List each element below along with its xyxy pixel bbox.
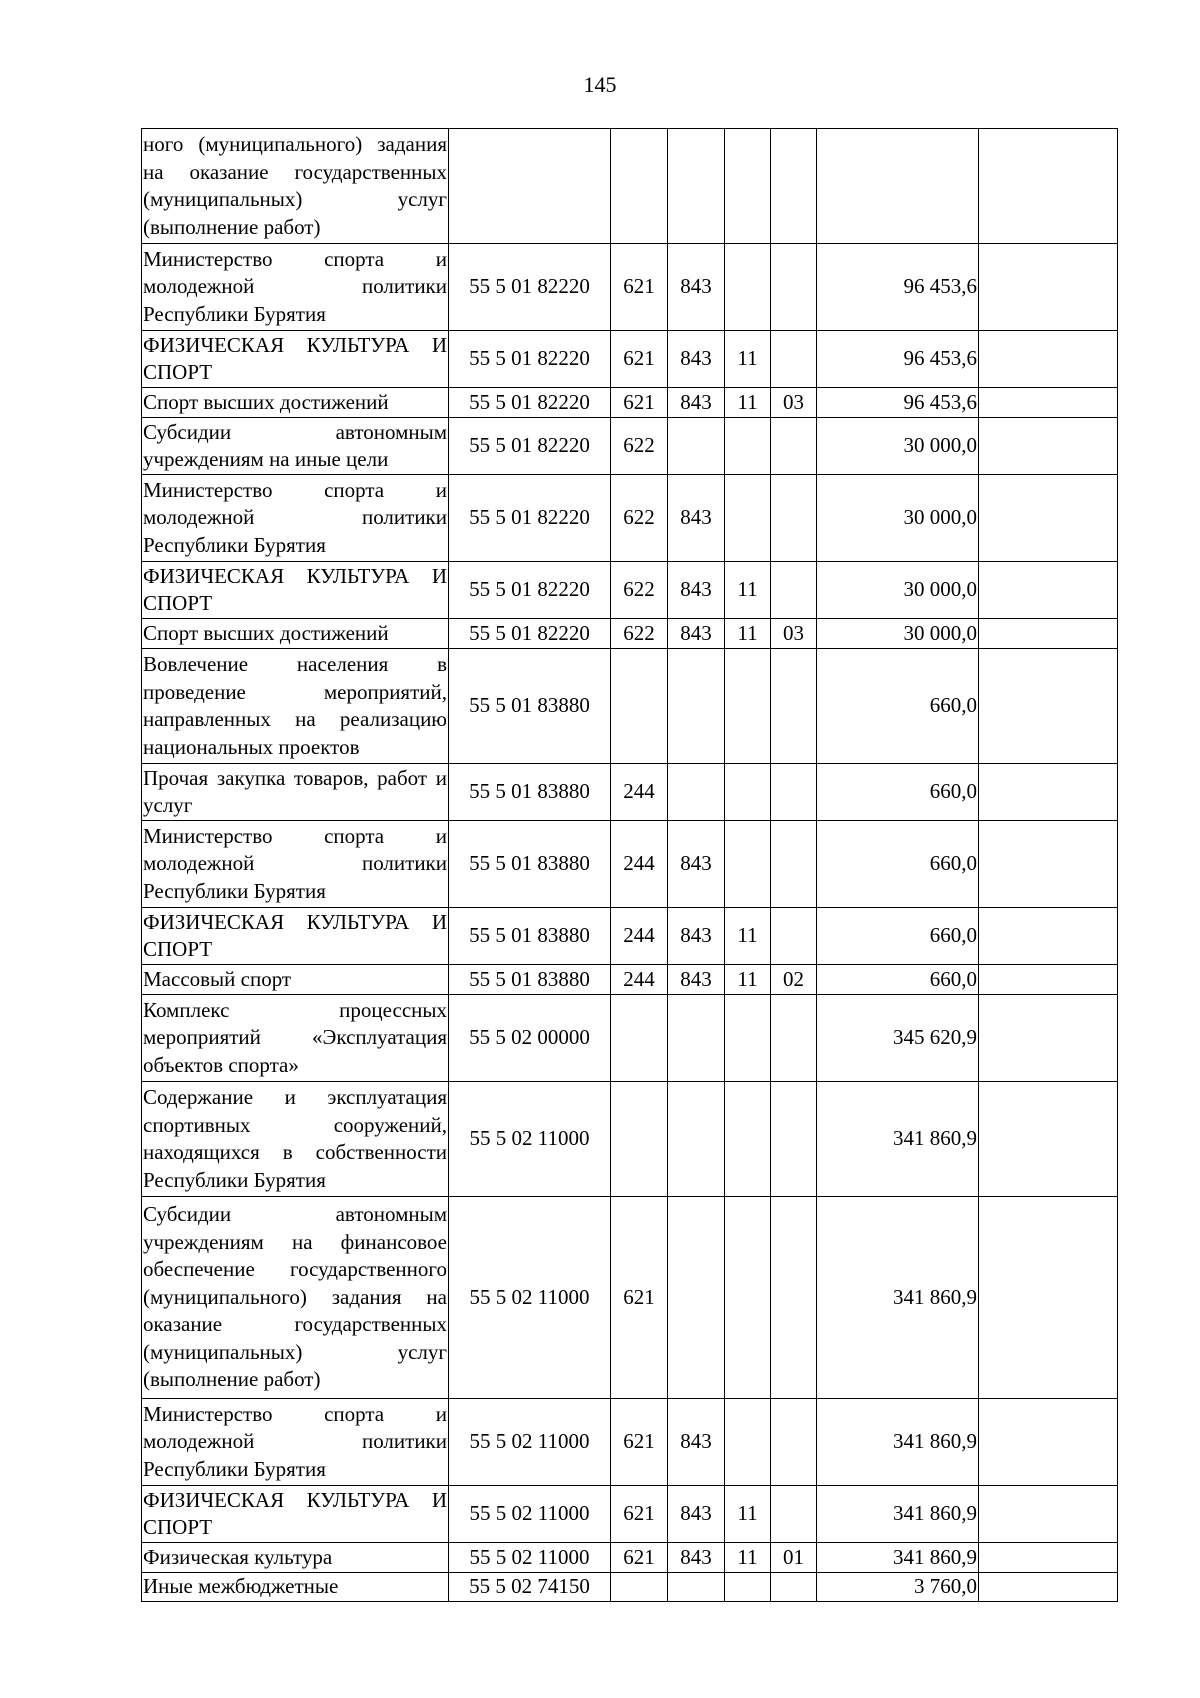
row-ministry-code-cell: 843 [668, 331, 725, 388]
row-ministry-code-cell: 843 [668, 1399, 725, 1486]
row-subsection-cell [771, 764, 817, 821]
row-section-cell: 11 [725, 562, 771, 619]
row-empty-cell [979, 1573, 1118, 1602]
row-ministry-code-cell [668, 1082, 725, 1197]
table-row [142, 619, 1118, 649]
row-expense-type-cell [611, 129, 668, 244]
table-row [142, 1573, 1118, 1602]
row-empty-cell [979, 1486, 1118, 1543]
row-name-cell: Министерство спорта и молодежной политики Республики Бурятия [142, 475, 449, 562]
row-target-code-cell: 55 5 01 82220 [449, 331, 611, 388]
row-name-cell: ФИЗИЧЕСКАЯ КУЛЬТУРА И СПОРТ [142, 908, 449, 965]
row-ministry-code-cell [668, 1573, 725, 1602]
page-number: 145 [583, 72, 617, 97]
row-empty-cell [979, 764, 1118, 821]
row-target-code-cell: 55 5 02 00000 [449, 995, 611, 1082]
row-expense-type-cell: 621 [611, 244, 668, 331]
row-section-cell: 11 [725, 965, 771, 995]
row-name-cell: Министерство спорта и молодежной политики Республики Бурятия [142, 244, 449, 331]
row-subsection-cell: 03 [771, 388, 817, 418]
budget-table [141, 128, 1118, 1602]
row-target-code-cell: 55 5 01 83880 [449, 649, 611, 764]
row-expense-type-cell [611, 1082, 668, 1197]
row-ministry-code-cell: 843 [668, 244, 725, 331]
row-target-code-cell: 55 5 01 82220 [449, 418, 611, 475]
row-ministry-code-cell: 843 [668, 619, 725, 649]
row-ministry-code-cell: 843 [668, 821, 725, 908]
row-ministry-code-cell [668, 418, 725, 475]
row-section-cell [725, 129, 771, 244]
row-name-cell: ФИЗИЧЕСКАЯ КУЛЬТУРА И СПОРТ [142, 1486, 449, 1543]
row-expense-type-cell: 622 [611, 418, 668, 475]
table-row [142, 475, 1118, 562]
row-amount-cell: 30 000,0 [817, 475, 979, 562]
row-target-code-cell: 55 5 01 83880 [449, 908, 611, 965]
row-expense-type-cell: 244 [611, 908, 668, 965]
row-name-cell: Спорт высших достижений [142, 619, 449, 649]
row-amount-cell: 30 000,0 [817, 562, 979, 619]
row-section-cell [725, 1082, 771, 1197]
row-ministry-code-cell [668, 764, 725, 821]
row-name-cell: Министерство спорта и молодежной политики Республики Бурятия [142, 821, 449, 908]
row-expense-type-cell [611, 649, 668, 764]
row-name-cell: Иные межбюджетные [142, 1573, 449, 1602]
row-amount-cell [817, 129, 979, 244]
row-subsection-cell [771, 1082, 817, 1197]
row-subsection-cell [771, 129, 817, 244]
row-empty-cell [979, 1082, 1118, 1197]
row-section-cell [725, 1573, 771, 1602]
row-name-cell: Массовый спорт [142, 965, 449, 995]
row-ministry-code-cell: 843 [668, 1543, 725, 1573]
row-empty-cell [979, 619, 1118, 649]
row-expense-type-cell: 621 [611, 1543, 668, 1573]
row-subsection-cell [771, 908, 817, 965]
row-amount-cell: 96 453,6 [817, 388, 979, 418]
row-empty-cell [979, 1399, 1118, 1486]
table-row [142, 1082, 1118, 1197]
row-section-cell [725, 418, 771, 475]
row-expense-type-cell: 622 [611, 619, 668, 649]
row-subsection-cell: 03 [771, 619, 817, 649]
row-section-cell: 11 [725, 388, 771, 418]
row-ministry-code-cell: 843 [668, 908, 725, 965]
row-amount-cell: 660,0 [817, 908, 979, 965]
row-subsection-cell [771, 1197, 817, 1399]
row-amount-cell: 660,0 [817, 965, 979, 995]
row-name-cell: Физическая культура [142, 1543, 449, 1573]
table-row [142, 965, 1118, 995]
row-target-code-cell: 55 5 01 82220 [449, 562, 611, 619]
table-row [142, 995, 1118, 1082]
row-section-cell [725, 821, 771, 908]
row-ministry-code-cell: 843 [668, 388, 725, 418]
row-name-cell: Содержание и эксплуатация спортивных сооружений, находящихся в собственности Республики Бурятия [142, 1082, 449, 1197]
row-amount-cell: 660,0 [817, 649, 979, 764]
row-amount-cell: 345 620,9 [817, 995, 979, 1082]
row-target-code-cell: 55 5 01 83880 [449, 764, 611, 821]
row-empty-cell [979, 908, 1118, 965]
row-amount-cell: 660,0 [817, 821, 979, 908]
row-subsection-cell [771, 562, 817, 619]
row-section-cell [725, 995, 771, 1082]
row-subsection-cell [771, 244, 817, 331]
table-row [142, 649, 1118, 764]
budget-table-body [142, 129, 1118, 1602]
row-target-code-cell: 55 5 01 83880 [449, 821, 611, 908]
row-empty-cell [979, 1543, 1118, 1573]
row-target-code-cell: 55 5 01 83880 [449, 965, 611, 995]
row-amount-cell: 341 860,9 [817, 1197, 979, 1399]
table-row [142, 388, 1118, 418]
row-expense-type-cell: 621 [611, 1486, 668, 1543]
row-expense-type-cell [611, 995, 668, 1082]
row-empty-cell [979, 418, 1118, 475]
row-empty-cell [979, 129, 1118, 244]
row-name-cell: Субсидии автономным учреждениям на финансовое обеспечение государственного (муниципального) задания на оказание государственных (муниципальных) услуг (выполнение работ) [142, 1197, 449, 1399]
table-row [142, 418, 1118, 475]
row-section-cell: 11 [725, 331, 771, 388]
row-name-cell: ФИЗИЧЕСКАЯ КУЛЬТУРА И СПОРТ [142, 331, 449, 388]
row-subsection-cell [771, 1399, 817, 1486]
row-expense-type-cell: 621 [611, 331, 668, 388]
row-expense-type-cell: 621 [611, 1197, 668, 1399]
row-name-cell: Вовлечение населения в проведение мероприятий, направленных на реализацию национальных проектов [142, 649, 449, 764]
row-ministry-code-cell: 843 [668, 562, 725, 619]
row-ministry-code-cell [668, 1197, 725, 1399]
row-empty-cell [979, 388, 1118, 418]
row-subsection-cell [771, 1486, 817, 1543]
row-subsection-cell [771, 995, 817, 1082]
row-empty-cell [979, 649, 1118, 764]
row-empty-cell [979, 1197, 1118, 1399]
row-empty-cell [979, 995, 1118, 1082]
row-expense-type-cell: 244 [611, 821, 668, 908]
row-expense-type-cell: 622 [611, 562, 668, 619]
row-section-cell: 11 [725, 908, 771, 965]
row-target-code-cell: 55 5 02 11000 [449, 1486, 611, 1543]
row-section-cell [725, 1197, 771, 1399]
table-row [142, 562, 1118, 619]
table-row [142, 764, 1118, 821]
row-amount-cell: 341 860,9 [817, 1543, 979, 1573]
row-subsection-cell [771, 1573, 817, 1602]
row-ministry-code-cell: 843 [668, 965, 725, 995]
row-target-code-cell: 55 5 02 11000 [449, 1082, 611, 1197]
row-subsection-cell [771, 418, 817, 475]
row-amount-cell: 341 860,9 [817, 1486, 979, 1543]
row-amount-cell: 30 000,0 [817, 619, 979, 649]
row-name-cell: Комплекс процессных мероприятий «Эксплуатация объектов спорта» [142, 995, 449, 1082]
row-section-cell [725, 244, 771, 331]
row-amount-cell: 660,0 [817, 764, 979, 821]
row-amount-cell: 341 860,9 [817, 1082, 979, 1197]
row-target-code-cell: 55 5 01 82220 [449, 244, 611, 331]
row-section-cell: 11 [725, 619, 771, 649]
row-amount-cell: 96 453,6 [817, 331, 979, 388]
row-expense-type-cell: 622 [611, 475, 668, 562]
row-name-cell: Министерство спорта и молодежной политики Республики Бурятия [142, 1399, 449, 1486]
row-subsection-cell [771, 331, 817, 388]
row-target-code-cell: 55 5 02 11000 [449, 1543, 611, 1573]
table-row [142, 1543, 1118, 1573]
row-subsection-cell [771, 649, 817, 764]
row-amount-cell: 96 453,6 [817, 244, 979, 331]
row-ministry-code-cell: 843 [668, 475, 725, 562]
table-row [142, 244, 1118, 331]
row-empty-cell [979, 821, 1118, 908]
row-amount-cell: 341 860,9 [817, 1399, 979, 1486]
row-target-code-cell: 55 5 02 11000 [449, 1399, 611, 1486]
row-target-code-cell: 55 5 02 74150 [449, 1573, 611, 1602]
table-row [142, 821, 1118, 908]
table-row [142, 1486, 1118, 1543]
table-row [142, 1197, 1118, 1399]
row-name-cell: ФИЗИЧЕСКАЯ КУЛЬТУРА И СПОРТ [142, 562, 449, 619]
row-name-cell: ного (муниципального) задания на оказание государственных (муниципальных) услуг (выполнение работ) [142, 129, 449, 244]
row-name-cell: Субсидии автономным учреждениям на иные цели [142, 418, 449, 475]
row-amount-cell: 30 000,0 [817, 418, 979, 475]
row-empty-cell [979, 244, 1118, 331]
row-expense-type-cell: 621 [611, 1399, 668, 1486]
row-target-code-cell: 55 5 01 82220 [449, 388, 611, 418]
row-section-cell [725, 764, 771, 821]
table-row [142, 129, 1118, 244]
row-section-cell: 11 [725, 1486, 771, 1543]
row-ministry-code-cell: 843 [668, 1486, 725, 1543]
row-section-cell: 11 [725, 1543, 771, 1573]
row-name-cell: Прочая закупка товаров, работ и услуг [142, 764, 449, 821]
row-expense-type-cell: 621 [611, 388, 668, 418]
row-expense-type-cell: 244 [611, 764, 668, 821]
row-ministry-code-cell [668, 995, 725, 1082]
table-row [142, 331, 1118, 388]
row-subsection-cell: 01 [771, 1543, 817, 1573]
row-target-code-cell: 55 5 01 82220 [449, 475, 611, 562]
row-name-cell: Спорт высших достижений [142, 388, 449, 418]
row-section-cell [725, 475, 771, 562]
row-section-cell [725, 649, 771, 764]
row-subsection-cell [771, 475, 817, 562]
table-row [142, 908, 1118, 965]
row-empty-cell [979, 331, 1118, 388]
row-expense-type-cell [611, 1573, 668, 1602]
row-subsection-cell: 02 [771, 965, 817, 995]
row-target-code-cell: 55 5 01 82220 [449, 619, 611, 649]
row-ministry-code-cell [668, 649, 725, 764]
row-target-code-cell: 55 5 02 11000 [449, 1197, 611, 1399]
row-section-cell [725, 1399, 771, 1486]
row-expense-type-cell: 244 [611, 965, 668, 995]
row-empty-cell [979, 562, 1118, 619]
row-empty-cell [979, 965, 1118, 995]
row-target-code-cell [449, 129, 611, 244]
row-ministry-code-cell [668, 129, 725, 244]
row-empty-cell [979, 475, 1118, 562]
row-amount-cell: 3 760,0 [817, 1573, 979, 1602]
table-row [142, 1399, 1118, 1486]
row-subsection-cell [771, 821, 817, 908]
